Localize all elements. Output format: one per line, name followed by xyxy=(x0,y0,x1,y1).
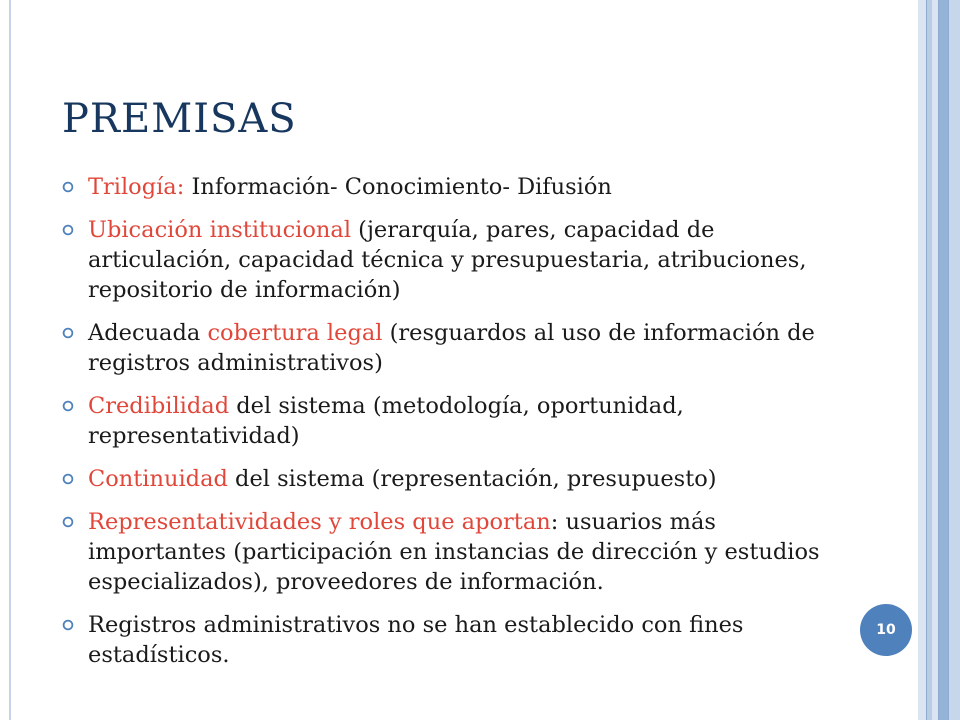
bullet-highlight: Continuidad xyxy=(88,466,228,492)
bullet-item xyxy=(62,391,822,451)
bullet-text: Información- Conocimiento- Difusión xyxy=(184,174,612,200)
bullet-text: (jerarquía, pares, capacidad de articulación, capacidad técnica y presupuestaria, atribuciones, repositorio de información) xyxy=(88,217,807,303)
bullet-item xyxy=(62,507,822,597)
bullet-circle-icon xyxy=(62,181,74,193)
bullet-item xyxy=(62,172,822,202)
bullet-circle-icon xyxy=(62,400,74,412)
bullet-text: del sistema (metodología, oportunidad, representatividad) xyxy=(88,393,684,449)
bullet-list xyxy=(62,172,822,683)
right-decorative-band xyxy=(938,0,948,720)
right-decorative-band xyxy=(918,0,926,720)
bullet-circle-icon xyxy=(62,473,74,485)
slide-title: PREMISAS xyxy=(62,96,297,142)
right-band-divider xyxy=(948,0,949,720)
bullet-highlight: Representatividades y roles que aportan xyxy=(88,509,551,535)
bullet-circle-icon xyxy=(62,516,74,528)
bullet-highlight: Ubicación institucional xyxy=(88,217,352,243)
bullet-item xyxy=(62,215,822,305)
bullet-circle-icon xyxy=(62,224,74,236)
bullet-item xyxy=(62,610,822,670)
bullet-item xyxy=(62,318,822,378)
page-number-badge: 10 xyxy=(860,604,912,656)
bullet-text: (resguardos al uso de información de registros administrativos) xyxy=(88,320,815,376)
bullet-text: : usuarios más importantes (participación en instancias de dirección y estudios especializados), proveedores de información. xyxy=(88,509,820,595)
bullet-highlight: Trilogía: xyxy=(88,174,185,200)
bullet-circle-icon xyxy=(62,619,74,631)
right-decorative-band xyxy=(948,0,960,720)
bullet-circle-icon xyxy=(62,327,74,339)
bullet-text: Registros administrativos no se han establecido con fines estadísticos. xyxy=(88,612,744,668)
bullet-item xyxy=(62,464,822,494)
bullet-highlight: cobertura legal xyxy=(207,320,383,346)
right-band-divider xyxy=(926,0,927,720)
bullet-text: del sistema (representación, presupuesto) xyxy=(227,466,717,492)
bullet-highlight: Credibilidad xyxy=(88,393,230,419)
right-band-divider xyxy=(938,0,939,720)
left-border-line xyxy=(9,0,11,720)
bullet-prefix: Adecuada xyxy=(88,320,208,346)
